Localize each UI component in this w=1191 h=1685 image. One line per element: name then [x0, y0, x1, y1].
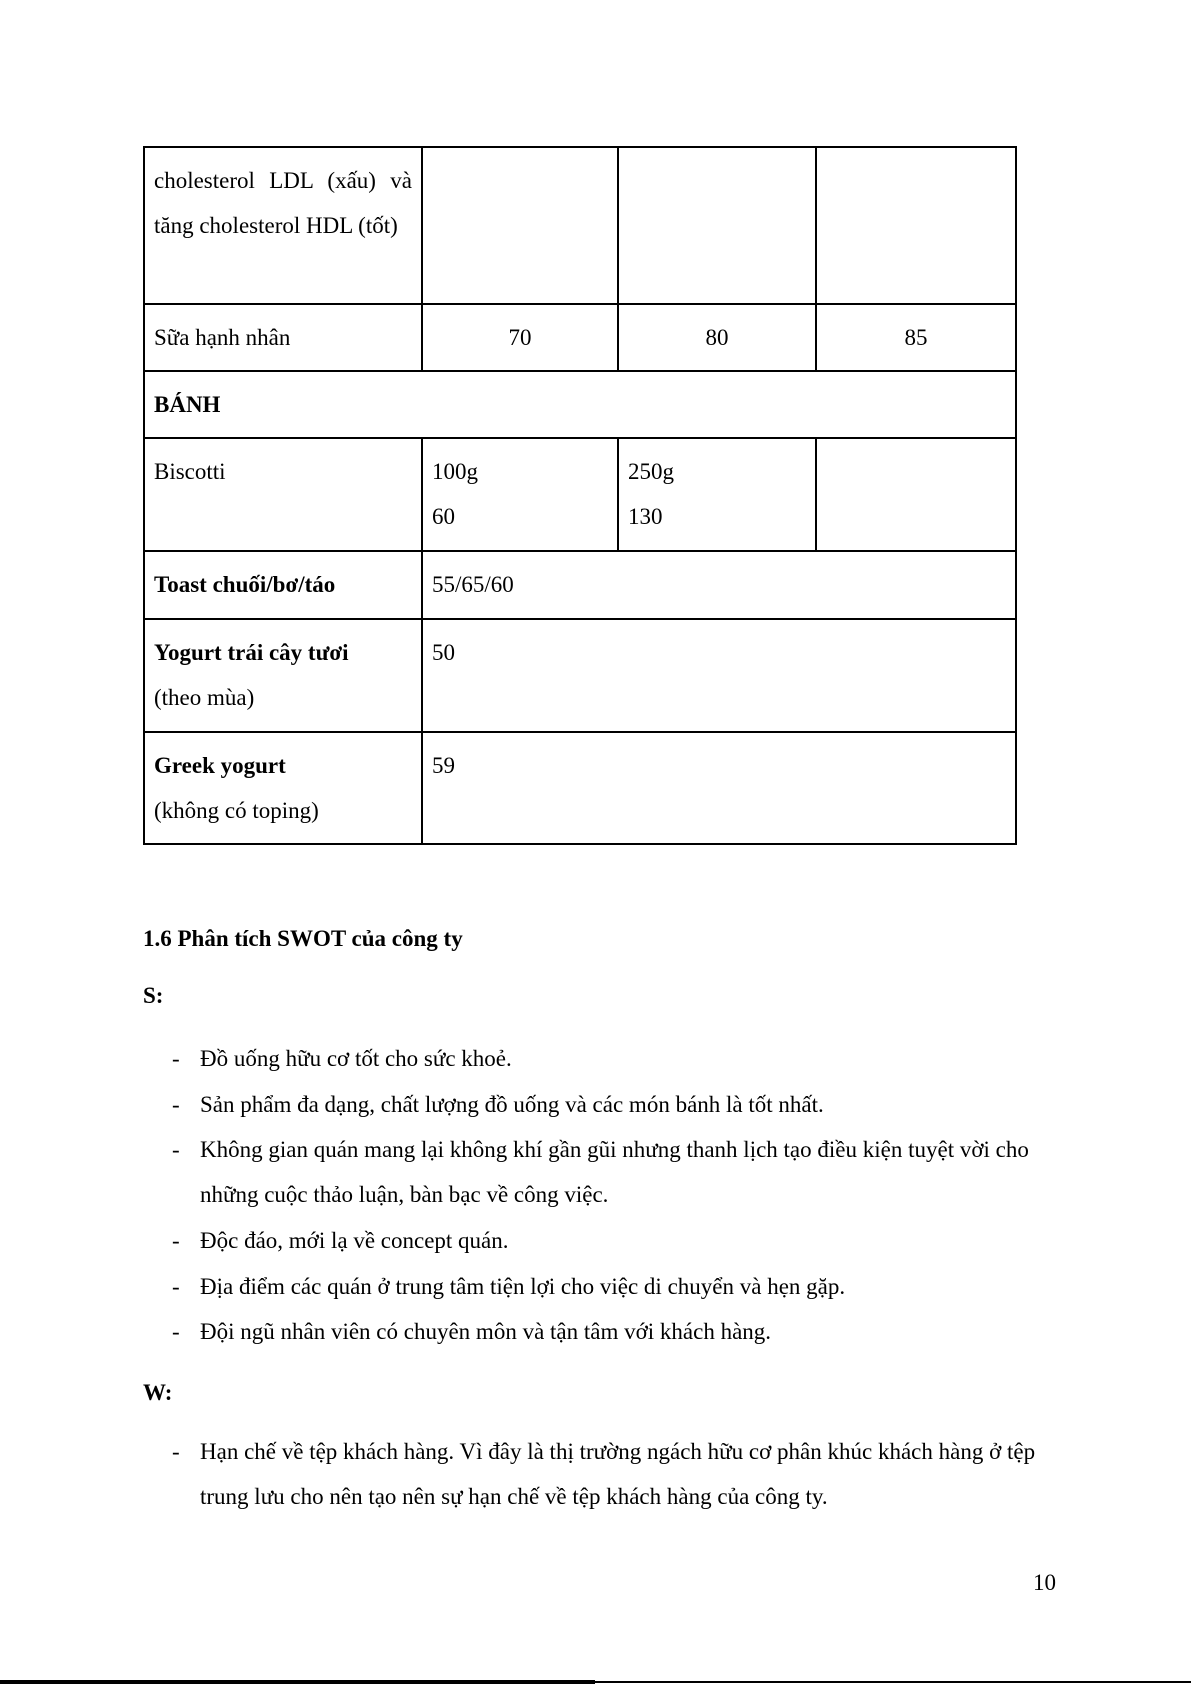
cell-value: 85 [816, 304, 1016, 371]
bullet-item [172, 1218, 1062, 1263]
section-heading: 1.6 Phân tích SWOT của công ty [143, 926, 463, 951]
cell-value: 50 [422, 619, 1016, 732]
price: 60 [432, 504, 455, 529]
cell-label [144, 619, 422, 732]
page-number: 10 [1033, 1570, 1056, 1595]
table-section-row [144, 371, 1016, 438]
bullet-item [172, 1309, 1062, 1354]
cell-value: 80 [618, 304, 816, 371]
cell-label: cholesterol LDL (xấu) và tăng cholesterol HDL (tốt) [144, 147, 422, 304]
item-name: Yogurt trái cây tươi [154, 640, 349, 665]
bullet-dash: - [172, 1319, 180, 1344]
bullet-dash: - [172, 1228, 180, 1253]
size: 250g [628, 459, 674, 484]
bullet-item [172, 1264, 1062, 1309]
bullet-dash: - [172, 1274, 180, 1299]
cell-value [422, 438, 618, 551]
cell-value: 59 [422, 732, 1016, 844]
table-row [144, 732, 1016, 844]
cell-empty [816, 147, 1016, 304]
bullet-text: Đội ngũ nhân viên có chuyên môn và tận tâm với khách hàng. [200, 1319, 772, 1344]
bullet-item [172, 1036, 1062, 1081]
bullet-text: Không gian quán mang lại không khí gần gũi nhưng thanh lịch tạo điều kiện tuyệt vời cho những cuộc thảo luận, bàn bạc về công việc. [200, 1137, 1029, 1207]
strengths-label: S: [143, 983, 164, 1008]
bullet-item [172, 1082, 1062, 1127]
bullet-text: Hạn chế về tệp khách hàng. Vì đây là thị trường ngách hữu cơ phân khúc khách hàng ở tệp trung lưu cho nên tạo nên sự hạn chế về tệp khách hàng của công ty. [200, 1439, 1036, 1509]
table-row [144, 147, 1016, 304]
table-row [144, 438, 1016, 551]
bullet-text: Địa điểm các quán ở trung tâm tiện lợi cho việc di chuyển và hẹn gặp. [200, 1274, 846, 1299]
item-note: (theo mùa) [154, 685, 255, 710]
item-name: Greek yogurt [154, 753, 286, 778]
price: 130 [628, 504, 663, 529]
item-note: (không có toping) [154, 798, 319, 823]
cell-value: 55/65/60 [422, 551, 1016, 619]
footer-rule-thin [0, 1681, 1191, 1683]
bullet-text: Đồ uống hữu cơ tốt cho sức khoẻ. [200, 1046, 512, 1071]
cell-empty [422, 147, 618, 304]
table-row [144, 304, 1016, 371]
bullet-dash: - [172, 1046, 180, 1071]
bullet-text: Sản phẩm đa dạng, chất lượng đồ uống và các món bánh là tốt nhất. [200, 1092, 824, 1117]
table-row [144, 551, 1016, 619]
bullet-text: Độc đáo, mới lạ về concept quán. [200, 1228, 509, 1253]
cell-value: 70 [422, 304, 618, 371]
bullet-dash: - [172, 1137, 180, 1162]
bullet-dash: - [172, 1439, 180, 1464]
bullet-item [172, 1429, 1062, 1519]
section-title: BÁNH [144, 371, 1016, 438]
cell-value [618, 438, 816, 551]
size: 100g [432, 459, 478, 484]
cell-label [144, 732, 422, 844]
bullet-dash: - [172, 1092, 180, 1117]
cell-empty [618, 147, 816, 304]
bullet-item [172, 1127, 1062, 1217]
cell-label: Toast chuối/bơ/táo [144, 551, 422, 619]
cell-label: Sữa hạnh nhân [144, 304, 422, 371]
table-row [144, 619, 1016, 732]
price-table [143, 146, 1017, 845]
cell-empty [816, 438, 1016, 551]
weaknesses-label: W: [143, 1380, 173, 1405]
cell-label: Biscotti [144, 438, 422, 551]
